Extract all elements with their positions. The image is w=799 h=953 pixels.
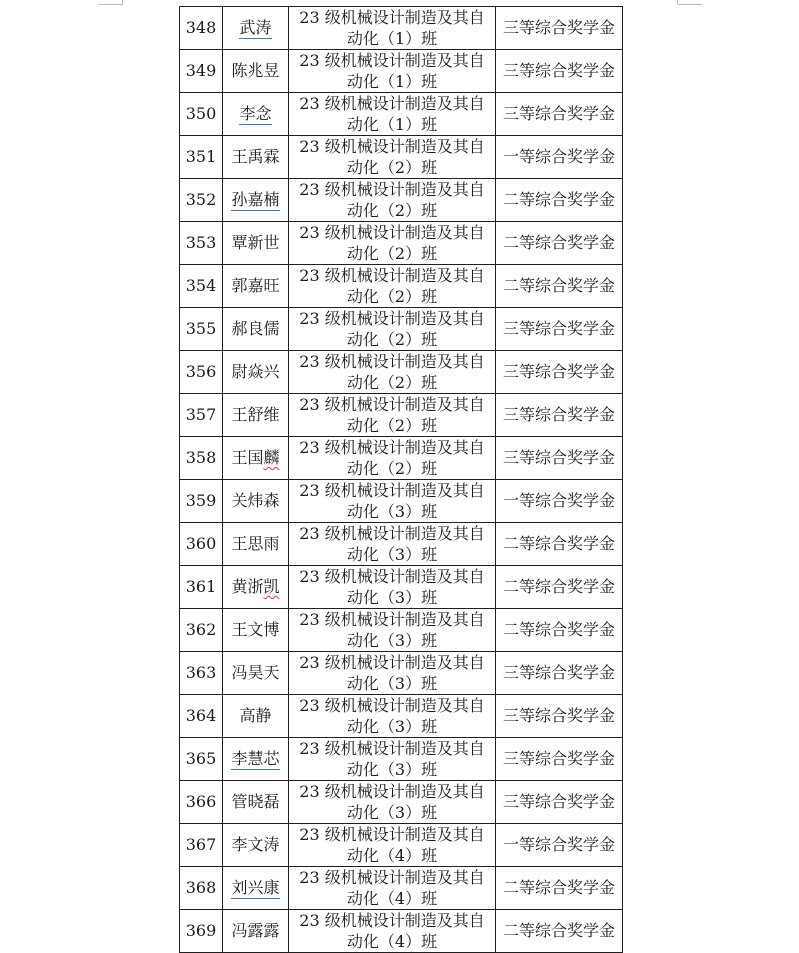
class-line-1: 23 级机械设计制造及其自 <box>299 911 485 930</box>
class-text <box>297 437 487 479</box>
class-cell <box>289 265 496 308</box>
table-row <box>180 652 623 695</box>
student-name-cell <box>223 7 289 50</box>
award-cell: 三等综合奖学金 <box>496 781 623 824</box>
row-number: 359 <box>180 480 223 523</box>
class-text <box>297 50 487 92</box>
student-name: 冯露露 <box>231 921 280 940</box>
scholarship-table <box>179 6 623 953</box>
class-line-2: 动化（2）班 <box>346 158 438 177</box>
award-cell: 二等综合奖学金 <box>496 609 623 652</box>
student-name-cell <box>223 566 289 609</box>
award-cell: 三等综合奖学金 <box>496 394 623 437</box>
award-cell: 二等综合奖学金 <box>496 867 623 910</box>
class-line-2: 动化（2）班 <box>346 201 438 220</box>
class-text <box>297 394 487 436</box>
class-text <box>297 308 487 350</box>
student-name: 刘兴康 <box>231 878 280 897</box>
table-row <box>180 523 623 566</box>
award-cell: 三等综合奖学金 <box>496 652 623 695</box>
student-name: 王文博 <box>231 620 280 639</box>
class-line-2: 动化（3）班 <box>346 631 438 650</box>
student-name: 陈兆昱 <box>231 61 280 80</box>
class-text <box>297 179 487 221</box>
class-text <box>297 93 487 135</box>
student-name: 高静 <box>239 706 272 725</box>
student-name-cell <box>223 394 289 437</box>
class-line-2: 动化（3）班 <box>346 674 438 693</box>
student-name-cell <box>223 93 289 136</box>
class-text <box>297 781 487 823</box>
class-cell <box>289 93 496 136</box>
award-cell: 三等综合奖学金 <box>496 437 623 480</box>
class-line-1: 23 级机械设计制造及其自 <box>299 223 485 242</box>
class-cell <box>289 566 496 609</box>
student-name-cell <box>223 351 289 394</box>
class-line-1: 23 级机械设计制造及其自 <box>299 395 485 414</box>
student-name-cell <box>223 523 289 566</box>
class-line-2: 动化（2）班 <box>346 330 438 349</box>
class-text <box>297 351 487 393</box>
student-name-cell <box>223 695 289 738</box>
student-name-cell <box>223 609 289 652</box>
class-line-1: 23 级机械设计制造及其自 <box>299 51 485 70</box>
class-line-1: 23 级机械设计制造及其自 <box>299 137 485 156</box>
student-name-cell <box>223 136 289 179</box>
award-cell: 二等综合奖学金 <box>496 523 623 566</box>
class-text <box>297 609 487 651</box>
class-text <box>297 7 487 49</box>
class-line-1: 23 级机械设计制造及其自 <box>299 653 485 672</box>
student-name: 李文涛 <box>231 835 280 854</box>
class-line-1: 23 级机械设计制造及其自 <box>299 782 485 801</box>
class-cell <box>289 781 496 824</box>
class-text <box>297 566 487 608</box>
class-text <box>297 824 487 866</box>
class-line-1: 23 级机械设计制造及其自 <box>299 610 485 629</box>
table-row <box>180 394 623 437</box>
student-name: 管晓磊 <box>231 792 280 811</box>
row-number: 352 <box>180 179 223 222</box>
row-number: 365 <box>180 738 223 781</box>
table-row <box>180 136 623 179</box>
class-line-2: 动化（2）班 <box>346 416 438 435</box>
student-name: 李念 <box>239 104 272 123</box>
class-text <box>297 136 487 178</box>
margin-mark-right-h <box>678 4 702 5</box>
award-cell: 二等综合奖学金 <box>496 265 623 308</box>
row-number: 367 <box>180 824 223 867</box>
class-cell <box>289 437 496 480</box>
class-text <box>297 523 487 565</box>
table-row <box>180 824 623 867</box>
class-line-2: 动化（4）班 <box>346 889 438 908</box>
student-name-cell <box>223 222 289 265</box>
student-name: 冯昊天 <box>231 663 280 682</box>
class-line-1: 23 级机械设计制造及其自 <box>299 438 485 457</box>
student-name-cell <box>223 867 289 910</box>
student-name: 覃新世 <box>231 233 280 252</box>
class-line-2: 动化（2）班 <box>346 459 438 478</box>
class-text <box>297 480 487 522</box>
table-row <box>180 609 623 652</box>
award-cell: 二等综合奖学金 <box>496 566 623 609</box>
student-name-cell <box>223 437 289 480</box>
student-name-cell <box>223 910 289 953</box>
table-row <box>180 7 623 50</box>
class-line-2: 动化（2）班 <box>346 373 438 392</box>
class-line-2: 动化（2）班 <box>346 287 438 306</box>
class-line-1: 23 级机械设计制造及其自 <box>299 524 485 543</box>
student-name-cell <box>223 824 289 867</box>
spellcheck-flagged-char: 麟 <box>263 448 280 467</box>
class-line-1: 23 级机械设计制造及其自 <box>299 266 485 285</box>
class-text <box>297 695 487 737</box>
row-number: 358 <box>180 437 223 480</box>
table-row <box>180 566 623 609</box>
class-line-1: 23 级机械设计制造及其自 <box>299 868 485 887</box>
class-line-1: 23 级机械设计制造及其自 <box>299 567 485 586</box>
table-row <box>180 738 623 781</box>
student-name: 王禹霖 <box>231 147 280 166</box>
student-name: 关炜森 <box>231 491 280 510</box>
class-cell <box>289 351 496 394</box>
class-line-1: 23 级机械设计制造及其自 <box>299 352 485 371</box>
table-row <box>180 867 623 910</box>
row-number: 362 <box>180 609 223 652</box>
class-text <box>297 222 487 264</box>
class-line-1: 23 级机械设计制造及其自 <box>299 8 485 27</box>
class-cell <box>289 867 496 910</box>
table-row <box>180 480 623 523</box>
class-cell <box>289 308 496 351</box>
class-line-1: 23 级机械设计制造及其自 <box>299 696 485 715</box>
class-cell <box>289 136 496 179</box>
row-number: 355 <box>180 308 223 351</box>
class-cell <box>289 7 496 50</box>
student-name-cell <box>223 265 289 308</box>
award-cell: 一等综合奖学金 <box>496 136 623 179</box>
class-text <box>297 738 487 780</box>
student-name: 武涛 <box>239 18 272 37</box>
table-row <box>180 93 623 136</box>
student-name: 郝良儒 <box>231 319 280 338</box>
class-cell <box>289 824 496 867</box>
class-cell <box>289 695 496 738</box>
table-row <box>180 695 623 738</box>
class-line-2: 动化（3）班 <box>346 502 438 521</box>
row-number: 351 <box>180 136 223 179</box>
student-name: 李慧芯 <box>231 749 280 768</box>
row-number: 349 <box>180 50 223 93</box>
student-name-part: 王国 <box>231 448 264 467</box>
table-row <box>180 437 623 480</box>
table-body <box>180 7 623 953</box>
row-number: 361 <box>180 566 223 609</box>
table-row <box>180 910 623 953</box>
class-line-1: 23 级机械设计制造及其自 <box>299 180 485 199</box>
class-cell <box>289 910 496 953</box>
award-cell: 三等综合奖学金 <box>496 308 623 351</box>
student-name-cell <box>223 480 289 523</box>
class-text <box>297 652 487 694</box>
table-row <box>180 308 623 351</box>
row-number: 368 <box>180 867 223 910</box>
award-cell: 三等综合奖学金 <box>496 50 623 93</box>
margin-mark-left-h <box>99 4 123 5</box>
class-cell <box>289 179 496 222</box>
class-cell <box>289 738 496 781</box>
award-cell: 三等综合奖学金 <box>496 351 623 394</box>
award-cell: 一等综合奖学金 <box>496 480 623 523</box>
award-cell: 二等综合奖学金 <box>496 222 623 265</box>
award-cell: 三等综合奖学金 <box>496 738 623 781</box>
student-name: 孙嘉楠 <box>231 190 280 209</box>
award-cell: 二等综合奖学金 <box>496 910 623 953</box>
class-line-2: 动化（3）班 <box>346 545 438 564</box>
award-cell: 三等综合奖学金 <box>496 695 623 738</box>
student-name-cell <box>223 781 289 824</box>
class-line-2: 动化（3）班 <box>346 717 438 736</box>
class-cell <box>289 480 496 523</box>
class-cell <box>289 222 496 265</box>
student-name-cell <box>223 652 289 695</box>
table-row <box>180 50 623 93</box>
class-cell <box>289 394 496 437</box>
row-number: 369 <box>180 910 223 953</box>
student-name: 王思雨 <box>231 534 280 553</box>
class-line-2: 动化（3）班 <box>346 803 438 822</box>
table-row <box>180 351 623 394</box>
class-text <box>297 265 487 307</box>
student-name-cell <box>223 179 289 222</box>
class-line-2: 动化（4）班 <box>346 846 438 865</box>
row-number: 364 <box>180 695 223 738</box>
table-row <box>180 222 623 265</box>
class-line-1: 23 级机械设计制造及其自 <box>299 739 485 758</box>
class-cell <box>289 609 496 652</box>
class-line-2: 动化（4）班 <box>346 932 438 951</box>
row-number: 366 <box>180 781 223 824</box>
award-cell: 一等综合奖学金 <box>496 824 623 867</box>
class-cell <box>289 50 496 93</box>
class-line-1: 23 级机械设计制造及其自 <box>299 94 485 113</box>
row-number: 360 <box>180 523 223 566</box>
row-number: 350 <box>180 93 223 136</box>
student-name: 王舒维 <box>231 405 280 424</box>
table-row <box>180 179 623 222</box>
class-line-1: 23 级机械设计制造及其自 <box>299 481 485 500</box>
class-cell <box>289 652 496 695</box>
student-name-part: 黄浙 <box>231 577 264 596</box>
class-text <box>297 910 487 952</box>
spellcheck-flagged-char: 凯 <box>263 577 280 596</box>
class-line-2: 动化（1）班 <box>346 72 438 91</box>
class-line-2: 动化（2）班 <box>346 244 438 263</box>
award-cell: 二等综合奖学金 <box>496 179 623 222</box>
row-number: 354 <box>180 265 223 308</box>
class-line-1: 23 级机械设计制造及其自 <box>299 825 485 844</box>
row-number: 357 <box>180 394 223 437</box>
award-cell: 三等综合奖学金 <box>496 93 623 136</box>
student-name: 尉焱兴 <box>231 362 280 381</box>
student-name-cell <box>223 308 289 351</box>
student-name-cell <box>223 738 289 781</box>
table-row <box>180 781 623 824</box>
student-name-cell <box>223 50 289 93</box>
student-name: 郭嘉旺 <box>231 276 280 295</box>
row-number: 348 <box>180 7 223 50</box>
class-line-2: 动化（3）班 <box>346 760 438 779</box>
class-line-2: 动化（1）班 <box>346 29 438 48</box>
class-line-2: 动化（1）班 <box>346 115 438 134</box>
row-number: 356 <box>180 351 223 394</box>
class-line-2: 动化（3）班 <box>346 588 438 607</box>
class-text <box>297 867 487 909</box>
row-number: 363 <box>180 652 223 695</box>
row-number: 353 <box>180 222 223 265</box>
class-line-1: 23 级机械设计制造及其自 <box>299 309 485 328</box>
award-cell: 三等综合奖学金 <box>496 7 623 50</box>
class-cell <box>289 523 496 566</box>
table-row <box>180 265 623 308</box>
